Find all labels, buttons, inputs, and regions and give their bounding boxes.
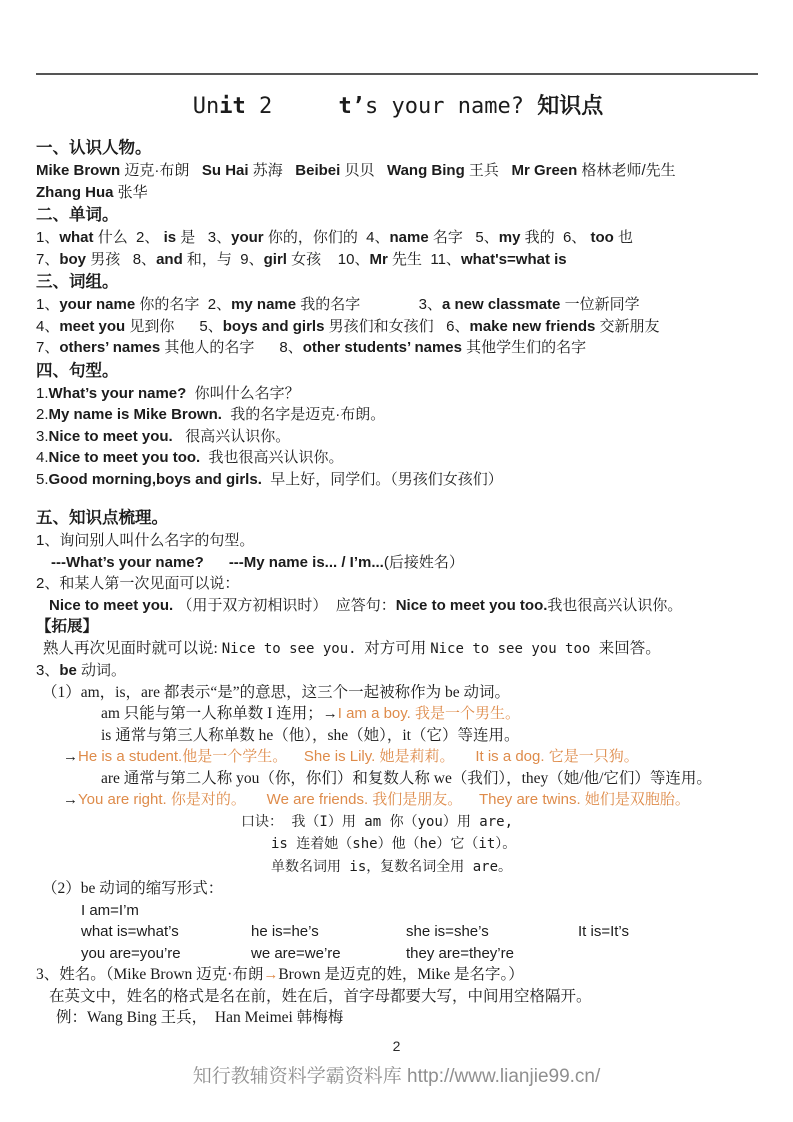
expansion-label: 【拓展】	[36, 618, 99, 635]
name-format-body: 在英文中，姓名的格式是名在前，姓在后，首字母都要大写，中间用空格隔开。	[49, 987, 592, 1005]
phrases-line-3: 7、others’ names 其他人的名字 8、other students’ names 其他学生们的名字	[36, 339, 587, 356]
section-heading-1: 一、认识人物。	[36, 138, 152, 157]
page-number: 2	[392, 1038, 401, 1054]
words-line-1: 1、what 什么 2、 is 是 3、your 你的，你们的 4、name 名字 5、my 我的 6、 too 也	[36, 229, 633, 246]
words-line-2: 7、boy 男孩 8、and 和，与 9、girl 女孩 10、Mr 先生 11、what's=what is	[36, 250, 567, 268]
header-rule	[36, 73, 758, 75]
sentence-1: 1.What’s your name? 你叫什么名字？	[36, 384, 300, 402]
contraction-intro: （2）be 动词的缩写形式：	[42, 880, 224, 897]
point-1-title: 1、询问别人叫什么名字的句型。	[36, 532, 255, 549]
sentence-2: 2.My name is Mike Brown. 我的名字是迈克·布朗。	[36, 406, 386, 423]
point-1-body: ---What’s your name? ---My name is... / I’m...(后接姓名）	[51, 553, 464, 571]
phrases-line-1: 1、your name 你的名字 2、my name 我的名字 3、a new classmate 一位新同学	[36, 296, 640, 313]
footer-site-text: 知行教辅资料学霸资料库 http://www.lianjie99.cn/	[192, 1066, 601, 1087]
mnemonic-line-1: 口诀： 我（I）用 am 你（you）用 are,	[241, 813, 514, 830]
mnemonic-line-2: is 连着她（she）他（he）它（it）。	[271, 836, 517, 852]
point-3-title: 3、be 动词。	[36, 662, 127, 679]
point-2-body: Nice to meet you. （用于双方初相识时） 应答句：Nice to meet you too.我也很高兴认识你。	[49, 596, 683, 614]
expansion-body: 熟人再次见面时就可以说: Nice to see you. 对方可用 Nice to see you too 来回答。	[43, 639, 661, 657]
contraction-row-2: what is=what’s he is=he’s she is=she’s It is=It’s	[81, 923, 629, 940]
be-is-rule: is 通常与第三人称单数 he（他），she（她），it（它）等连用。	[101, 726, 520, 744]
contraction-row-1: I am=I’m	[81, 901, 139, 919]
phrases-line-2: 4、meet you 见到你 5、boys and girls 男孩们和女孩们 6、make new friends 交新朋友	[36, 317, 660, 335]
point-2-title: 2、和某人第一次见面可以说：	[36, 575, 240, 592]
be-are-rule: are 通常与第二人称 you（你，你们）和复数人称 we（我们），they（她/他/它们）等连用。	[101, 769, 712, 787]
be-verb-intro: （1）am，is，are 都表示“是”的意思，这三个一起被称作为 be 动词。	[42, 683, 510, 701]
contraction-row-3: you are=you’re we are=we’re they are=they’re	[81, 944, 514, 962]
document-body	[36, 136, 760, 1029]
be-is-examples: →He is a student.他是一个学生。 She is Lily. 她是莉莉。 It is a dog. 它是一只狗。	[63, 748, 639, 765]
name-format-title: 3、姓名。（Mike Brown 迈克·布朗→Brown 是迈克的姓，Mike 是名字。）	[36, 966, 524, 983]
names-line-1: Mike Brown 迈克·布朗 Su Hai 苏海 Beibei 贝贝 Wang Bing 王兵 Mr Green 格林老师/先生	[36, 162, 676, 179]
be-are-examples: →You are right. 你是对的。 We are friends. 我们是朋友。 They are twins. 她们是双胞胎。	[63, 791, 690, 808]
page-title: Unit 2 t’s your name? 知识点	[192, 94, 604, 119]
names-line-2: Zhang Hua 张华	[36, 183, 148, 201]
section-heading-2: 二、单词。	[36, 205, 119, 224]
be-am-rule: am 只能与第一人称单数 I 连用；→I am a boy. 我是一个男生。	[101, 705, 520, 722]
section-heading-4: 四、句型。	[36, 360, 119, 380]
section-heading-5: 五、知识点梳理。	[36, 508, 168, 527]
sentence-4: 4.Nice to meet you too. 我也很高兴认识你。	[36, 449, 344, 466]
sentence-5: 5.Good morning,boys and girls. 早上好，同学们。（男孩们女孩们）	[36, 470, 503, 488]
sentence-3: 3.Nice to meet you. 很高兴认识你。	[36, 427, 291, 445]
blank-line	[36, 490, 760, 506]
section-heading-3: 三、词组。	[36, 272, 119, 291]
mnemonic-line-3: 单数名词用 is，复数名词全用 are。	[271, 858, 513, 875]
name-format-example: 例：Wang Bing 王兵， Han Meimei 韩梅梅	[56, 1009, 344, 1026]
document-content	[36, 92, 760, 1029]
